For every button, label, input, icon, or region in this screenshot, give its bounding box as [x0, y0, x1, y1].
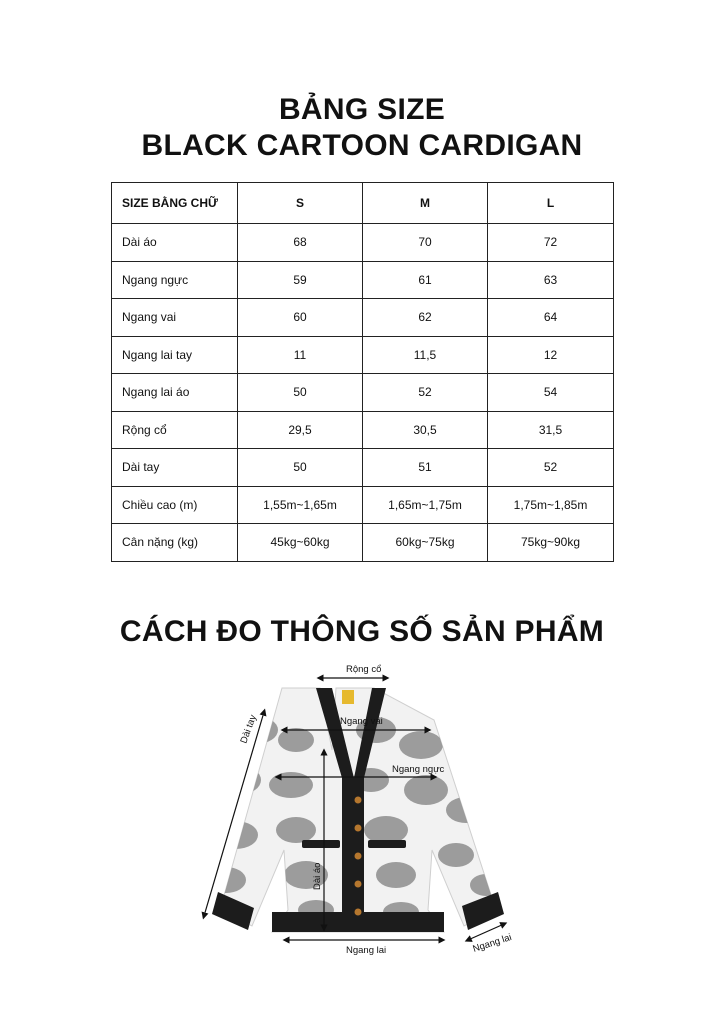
row-label: Ngang lai áo [112, 374, 238, 412]
header-cell: SIZE BẰNG CHỮ [112, 183, 238, 224]
size-chart-title: BẢNG SIZE [278, 93, 446, 126]
table-row [112, 299, 614, 337]
row-label: Ngang ngực [112, 261, 238, 299]
pocket-right [368, 840, 406, 848]
row-label: Ngang vai [112, 299, 238, 337]
button [355, 825, 362, 832]
brand-tag [342, 690, 354, 704]
row-label: Chiều cao (m) [112, 486, 238, 524]
table-row [112, 449, 614, 487]
table-cell: 29,5 [238, 411, 363, 449]
table-row [112, 374, 614, 412]
pocket-left [302, 840, 340, 848]
table-cell: 1,65m~1,75m [363, 486, 488, 524]
table-cell: 50 [238, 374, 363, 412]
table-cell: 11,5 [363, 336, 488, 374]
product-name: BLACK CARTOON CARDIGAN [141, 129, 583, 162]
table-cell: 60kg~75kg [363, 524, 488, 562]
table-cell: 72 [488, 224, 614, 262]
size-table [111, 182, 614, 562]
table-cell: 63 [488, 261, 614, 299]
table-row [112, 261, 614, 299]
table-cell: 64 [488, 299, 614, 337]
table-cell: 30,5 [363, 411, 488, 449]
row-label: Ngang lai tay [112, 336, 238, 374]
table-row [112, 411, 614, 449]
table-cell: 52 [363, 374, 488, 412]
header-cell: S [238, 183, 363, 224]
table-cell: 12 [488, 336, 614, 374]
shoulder-label: Ngang vai [340, 716, 383, 727]
button [355, 853, 362, 860]
row-label: Rộng cổ [112, 411, 238, 449]
row-label: Dài áo [112, 224, 238, 262]
cuff-label: Ngang lai [471, 931, 514, 955]
button [355, 881, 362, 888]
table-row [112, 224, 614, 262]
cardigan-measurement-diagram [196, 660, 526, 960]
button [355, 797, 362, 804]
table-cell: 1,55m~1,65m [238, 486, 363, 524]
table-cell: 62 [363, 299, 488, 337]
table-row [112, 486, 614, 524]
hem-label: Ngang lai [346, 945, 387, 956]
table-cell: 45kg~60kg [238, 524, 363, 562]
row-label: Cân nặng (kg) [112, 524, 238, 562]
table-cell: 70 [363, 224, 488, 262]
table-cell: 11 [238, 336, 363, 374]
table-cell: 75kg~90kg [488, 524, 614, 562]
table-cell: 60 [238, 299, 363, 337]
table-cell: 61 [363, 261, 488, 299]
table-cell: 54 [488, 374, 614, 412]
header-cell: L [488, 183, 614, 224]
table-cell: 68 [238, 224, 363, 262]
chest-label: Ngang ngực [392, 764, 445, 775]
table-cell: 51 [363, 449, 488, 487]
table-cell: 50 [238, 449, 363, 487]
length-label: Dài áo [312, 862, 323, 890]
table-cell: 1,75m~1,85m [488, 486, 614, 524]
table-row [112, 336, 614, 374]
table-header-row [112, 183, 614, 224]
sleeve-length-label: Dài tay [238, 713, 259, 746]
table-cell: 52 [488, 449, 614, 487]
neck-label: Rộng cổ [346, 664, 382, 675]
row-label: Dài tay [112, 449, 238, 487]
header-cell: M [363, 183, 488, 224]
measurement-title: CÁCH ĐO THÔNG SỐ SẢN PHẨM [119, 615, 605, 648]
table-cell: 59 [238, 261, 363, 299]
button [355, 909, 362, 916]
table-cell: 31,5 [488, 411, 614, 449]
table-row [112, 524, 614, 562]
